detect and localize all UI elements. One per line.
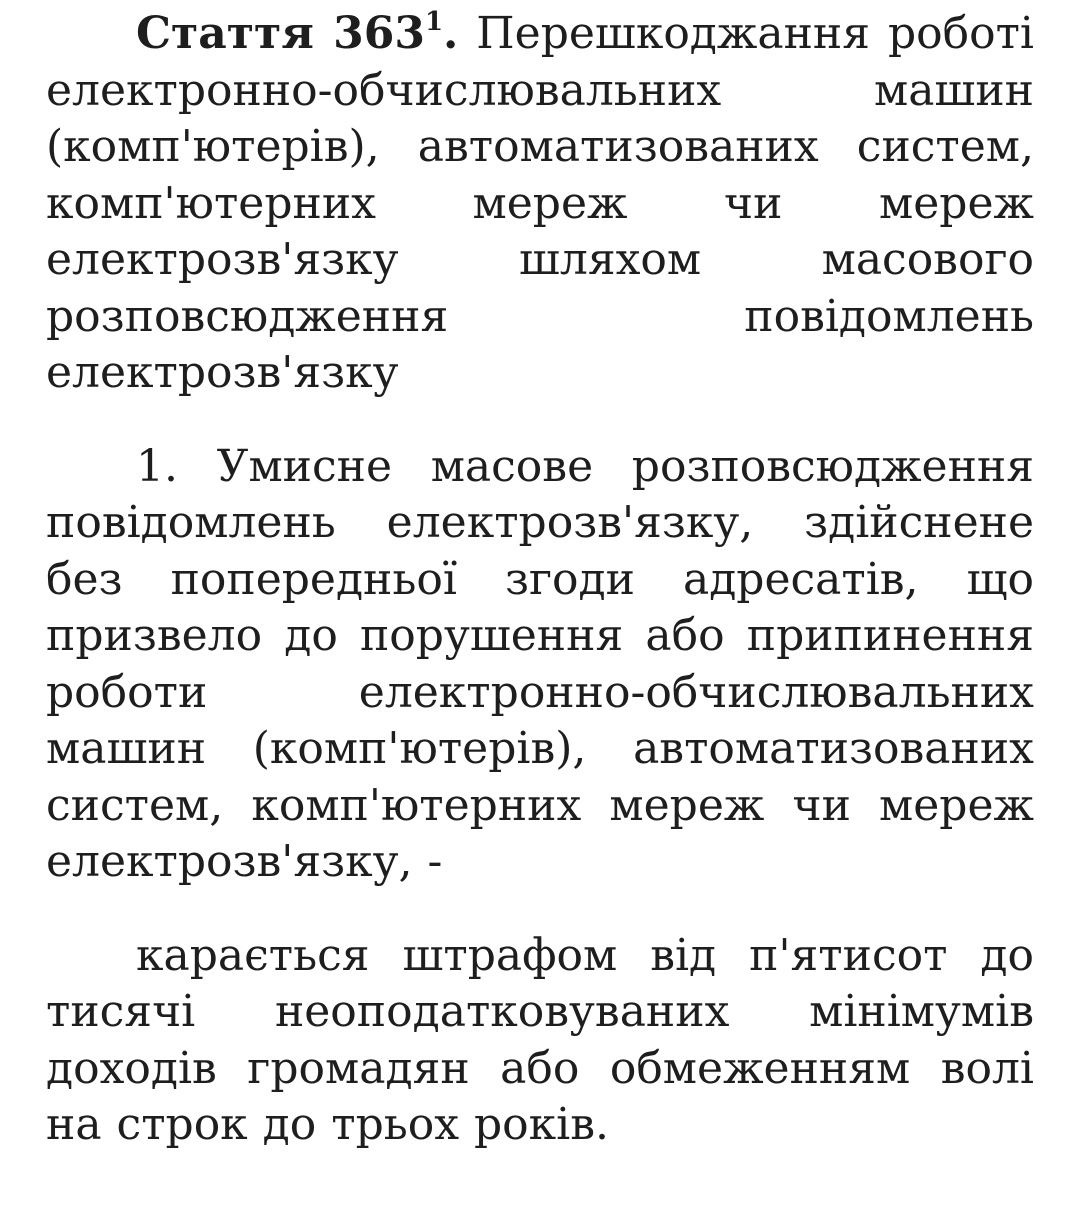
article-number: Стаття 363: [136, 8, 425, 59]
article-number-superscript: 1: [424, 7, 444, 37]
article-title: Перешкоджання роботі електронно-обчислювальних машин (комп'ютерів), автоматизованих систем, комп'ютерних мереж чи мереж електрозв'язку шляхом масового розповсюдження повідомлень електрозв'язку: [46, 8, 1034, 398]
article-heading: [46, 6, 1034, 402]
article-number-suffix: .: [443, 8, 459, 59]
article-sanction: карається штрафом від п'ятисот до тисячі неоподатковуваних мінімумів доходів громадян або обмеженням волі на строк до трьох років.: [46, 929, 1034, 1150]
document-body: [46, 6, 1034, 1154]
article-paragraph-1: 1. Умисне масове розповсюдження повідомлень електрозв'язку, здійснене без попередньої згоди адресатів, що призвело до порушення або припинення роботи електронно-обчислювальних машин (комп'ютерів), автоматизованих систем, комп'ютерних мереж чи мереж електрозв'язку, -: [46, 440, 1034, 887]
